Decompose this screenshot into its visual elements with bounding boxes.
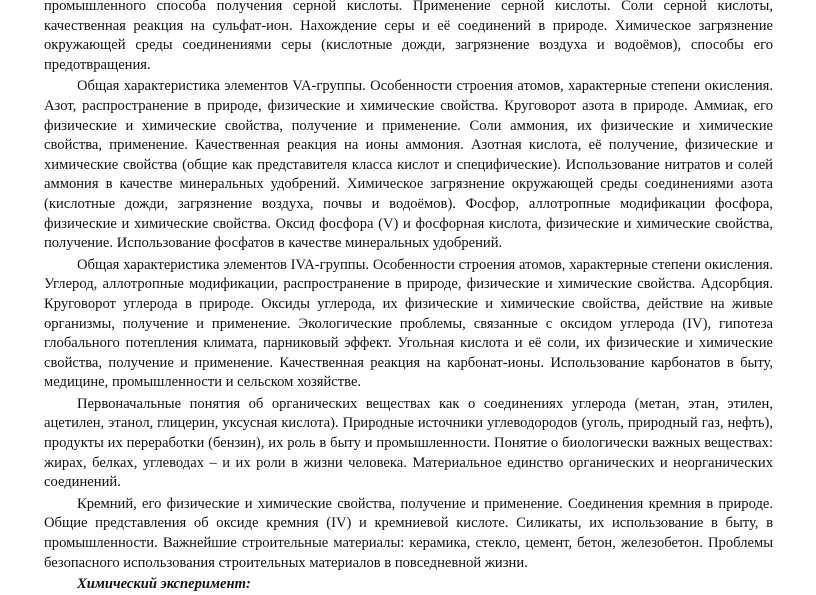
paragraph-silicon: Кремний, его физические и химические свойства, получение и применение. Соединения кремния в природе. Общие представления об оксиде кремния (IV) и кремниевой кислоте. Силикаты, их использование в быту, в промышленности. Важнейшие строительные материалы: керамика, стекло, цемент, бетон, железобетон. Проблемы безопасного использования строительных материалов в повседневной жизни. [44, 495, 773, 571]
section-heading-experiment: Химический эксперимент: [77, 576, 251, 593]
paragraph-group-iva: Общая характеристика элементов IVA-группы. Особенности строения атомов, характерные степени окисления. Углерод, аллотропные модификации, распространение в природе, физические и химические свойства. Адсорбция. Круговорот углерода в природе. Оксиды углерода, их физические и химические свойства, действие на живые организмы, получение и применение. Экологические проблемы, связанные с оксидом углерода (IV), гипотеза глобального потепления климата, парниковый эффект. Угольная кислота и её соли, их физические и химические свойства, получение и применение. Качественная реакция на карбонат-ионы. Использование карбонатов в быту, медицине, промышленности и сельском хозяйстве. [44, 256, 773, 391]
paragraph-organic-substances: Первоначальные понятия об органических веществах как о соединениях углерода (метан, этан, этилен, ацетилен, этанол, глицерин, уксусная кислота). Природные источники углеводородов (уголь, природный газ, нефть), продукты их переработки (бензин), их роль в быту и промышленности. Понятие о биологически важных веществах: жирах, белках, углеводах – и их роли в жизни человека. Материальное единство органических и неорганических соединений. [44, 395, 773, 491]
paragraph-sulfuric-acid: промышленного способа получения серной кислоты. Применение серной кислоты. Соли серной кислоты, качественная реакция на сульфат-ион. Нахождение серы и её соединений в природе. Химическое загрязнение окружающей среды соединениями серы (кислотные дожди, загрязнение воздуха и водоёмов), способы его предотвращения. [44, 0, 773, 73]
paragraph-group-va: Общая характеристика элементов VA-группы. Особенности строения атомов, характерные степени окисления. Азот, распространение в природе, физические и химические свойства. Круговорот азота в природе. Аммиак, его физические и химические свойства, получение и применение. Соли аммония, их физические и химические свойства, применение. Качественная реакция на ионы аммония. Азотная кислота, её получение, физические и химические свойства (общие как представителя класса кислот и специфические). Использование нитратов и солей аммония в качестве минеральных удобрений. Химическое загрязнение окружающей среды соединениями азота (кислотные дожди, загрязнение воздуха, почвы и водоёмов). Фосфор, аллотропные модификации фосфора, физические и химические свойства. Оксид фосфора (V) и фосфорная кислота, физические и химические свойства, получение. Использование фосфатов в качестве минеральных удобрений. [44, 78, 773, 252]
document-page [44, 0, 773, 595]
